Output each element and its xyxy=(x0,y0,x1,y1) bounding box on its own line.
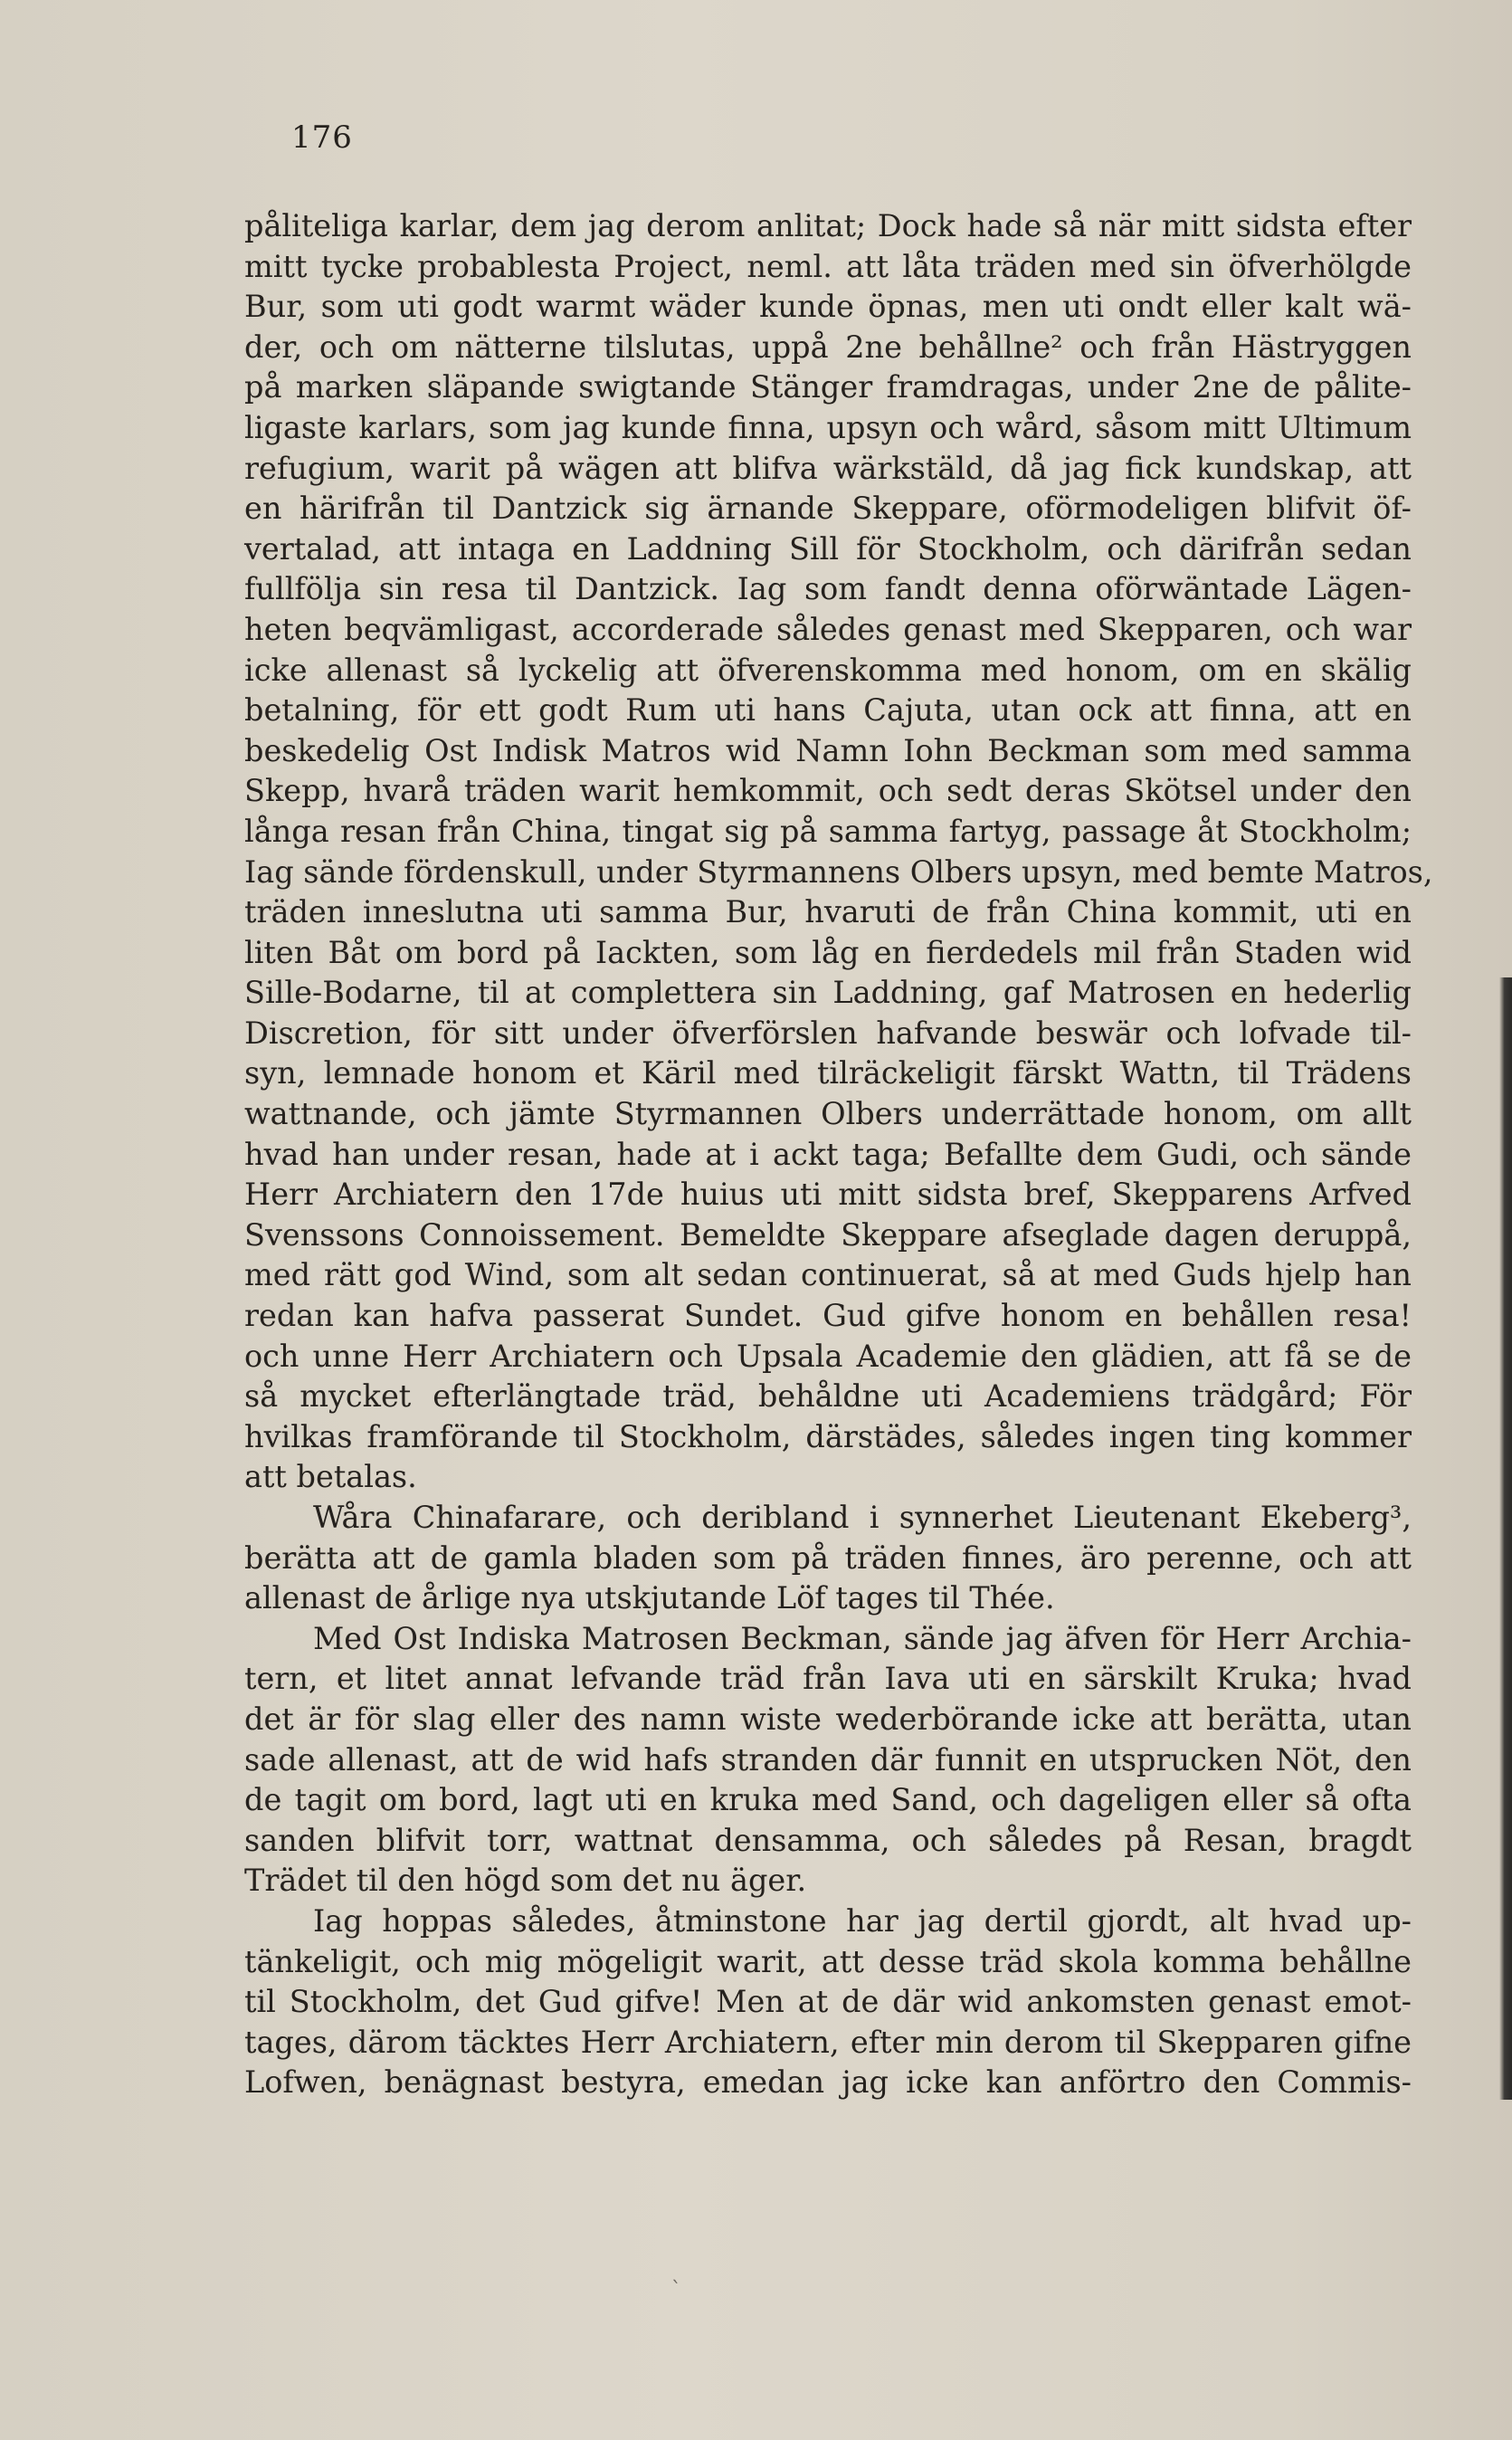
text-line: berätta att de gamla bladen som på träden finnes, äro perenne, och att xyxy=(244,1539,1412,1576)
text-line: så mycket efterlängtade träd, behåldne uti Academiens trädgård; För xyxy=(244,1378,1412,1415)
text-line: träden inneslutna uti samma Bur, hvaruti de från China kommit, uti en xyxy=(244,894,1412,930)
text-line: Wåra Chinafarare, och deribland i synnerhet Lieutenant Ekeberg³, xyxy=(313,1500,1412,1535)
page-number: 176 xyxy=(291,119,353,156)
text-line: på marken släpande swigtande Stänger framdragas, under 2ne de pålite- xyxy=(244,369,1412,405)
text-line: med rätt god Wind, som alt sedan continuerat, så at med Guds hjelp han xyxy=(244,1257,1412,1293)
text-line: Bur, som uti godt warmt wäder kunde öpnas, men uti ondt eller kalt wä- xyxy=(244,289,1412,325)
text-line: de tagit om bord, lagt uti en kruka med Sand, och dageligen eller så ofta xyxy=(244,1782,1412,1818)
text-line: Sille-Bodarne, til at complettera sin Laddning, gaf Matrosen en hederlig xyxy=(244,975,1412,1011)
text-line: til Stockholm, det Gud gifve! Men at de där wid ankomsten genast emot- xyxy=(244,1984,1412,2020)
text-line: heten beqvämligast, accorderade således genast med Skepparen, och war xyxy=(244,611,1412,647)
text-line: icke allenast så lyckelig att öfverenskomma med honom, om en skälig xyxy=(244,652,1412,688)
text-line: der, och om nätterne tilslutas, uppå 2ne behållne² och från Hästryggen xyxy=(244,329,1412,365)
text-line: Lofwen, benägnast bestyra, emedan jag icke kan anförtro den Commis- xyxy=(244,2064,1412,2101)
text-line: redan kan hafva passerat Sundet. Gud gifve honom en behållen resa! xyxy=(244,1298,1412,1334)
text-line: Med Ost Indiska Matrosen Beckman, sände jag äfven för Herr Archia- xyxy=(313,1620,1412,1656)
text-line: Iag sände fördenskull, under Styrmannens Olbers upsyn, med bemte Matros, xyxy=(244,853,1433,890)
text-line: allenast de årlige nya utskjutande Löf tages til Thée. xyxy=(244,1580,1055,1616)
stray-mark: ` xyxy=(671,2279,681,2302)
text-line: refugium, warit på wägen att blifva wärkstäld, då jag fick kundskap, att xyxy=(244,450,1412,486)
text-line: hvilkas framförande til Stockholm, därstädes, således ingen ting kommer xyxy=(244,1418,1412,1454)
text-line: tänkeligit, och mig mögeligit warit, att desse träd skola komma behållne xyxy=(244,1943,1412,1979)
text-line: Skepp, hvarå träden warit hemkommit, och sedt deras Skötsel under den xyxy=(244,773,1412,809)
text-line: att betalas. xyxy=(244,1459,417,1495)
text-line: ligaste karlars, som jag kunde finna, upsyn och wård, såsom mitt Ultimum xyxy=(244,409,1412,445)
text-line: betalning, för ett godt Rum uti hans Cajuta, utan ock att finna, att en xyxy=(244,692,1412,729)
text-line: Herr Archiatern den 17de huius uti mitt sidsta bref, Skepparens Arfved xyxy=(244,1177,1412,1213)
text-line: vertalad, att intaga en Laddning Sill för Stockholm, och därifrån sedan xyxy=(244,530,1412,567)
text-line: långa resan från China, tingat sig på samma fartyg, passage åt Stockholm; xyxy=(244,813,1412,849)
text-line: en härifrån til Dantzick sig ärnande Skeppare, oförmodeligen blifvit öf- xyxy=(244,491,1412,527)
text-line: beskedelig Ost Indisk Matros wid Namn Iohn Beckman som med samma xyxy=(244,732,1412,768)
text-line: mitt tycke probablesta Project, neml. att låta träden med sin öfverhölgde xyxy=(244,248,1412,284)
text-line: sade allenast, att de wid hafs stranden där funnit en utsprucken Nöt, den xyxy=(244,1741,1412,1778)
text-line: och unne Herr Archiatern och Upsala Academie den glädien, att få se de xyxy=(244,1338,1412,1374)
text-line: syn, lemnade honom et Käril med tilräckeligit färskt Wattn, til Trädens xyxy=(244,1055,1412,1091)
body-text xyxy=(244,206,1433,2103)
text-line: tages, därom täcktes Herr Archiatern, efter min derom til Skepparen gifne xyxy=(244,2024,1412,2060)
text-line: hvad han under resan, hade at i ackt taga; Befallte dem Gudi, och sände xyxy=(244,1136,1412,1172)
text-line: liten Båt om bord på Iackten, som låg en fierdedels mil från Staden wid xyxy=(244,934,1412,970)
text-line: Discretion, för sitt under öfverförslen hafvande beswär och lofvade til- xyxy=(244,1015,1412,1051)
text-line: påliteliga karlar, dem jag derom anlitat; Dock hade så när mitt sidsta efter xyxy=(244,208,1412,243)
text-line: wattnande, och jämte Styrmannen Olbers underrättade honom, om allt xyxy=(244,1096,1412,1132)
text-line: sanden blifvit torr, wattnat densamma, och således på Resan, bragdt xyxy=(244,1822,1412,1858)
text-line: Svenssons Connoissement. Bemeldte Skeppare afseglade dagen deruppå, xyxy=(244,1216,1412,1253)
text-line: Trädet til den högd som det nu äger. xyxy=(244,1863,807,1899)
text-line: det är för slag eller des namn wiste wederbörande icke att berätta, utan xyxy=(244,1701,1412,1737)
text-line: Iag hoppas således, åtminstone har jag dertil gjordt, alt hvad up- xyxy=(313,1902,1412,1939)
page-edge-shadow xyxy=(1499,977,1512,2100)
text-line: tern, et litet annat lefvande träd från Iava uti en särskilt Kruka; hvad xyxy=(244,1661,1412,1697)
text-line: fullfölja sin resa til Dantzick. Iag som fandt denna oförwäntade Lägen- xyxy=(244,571,1412,607)
